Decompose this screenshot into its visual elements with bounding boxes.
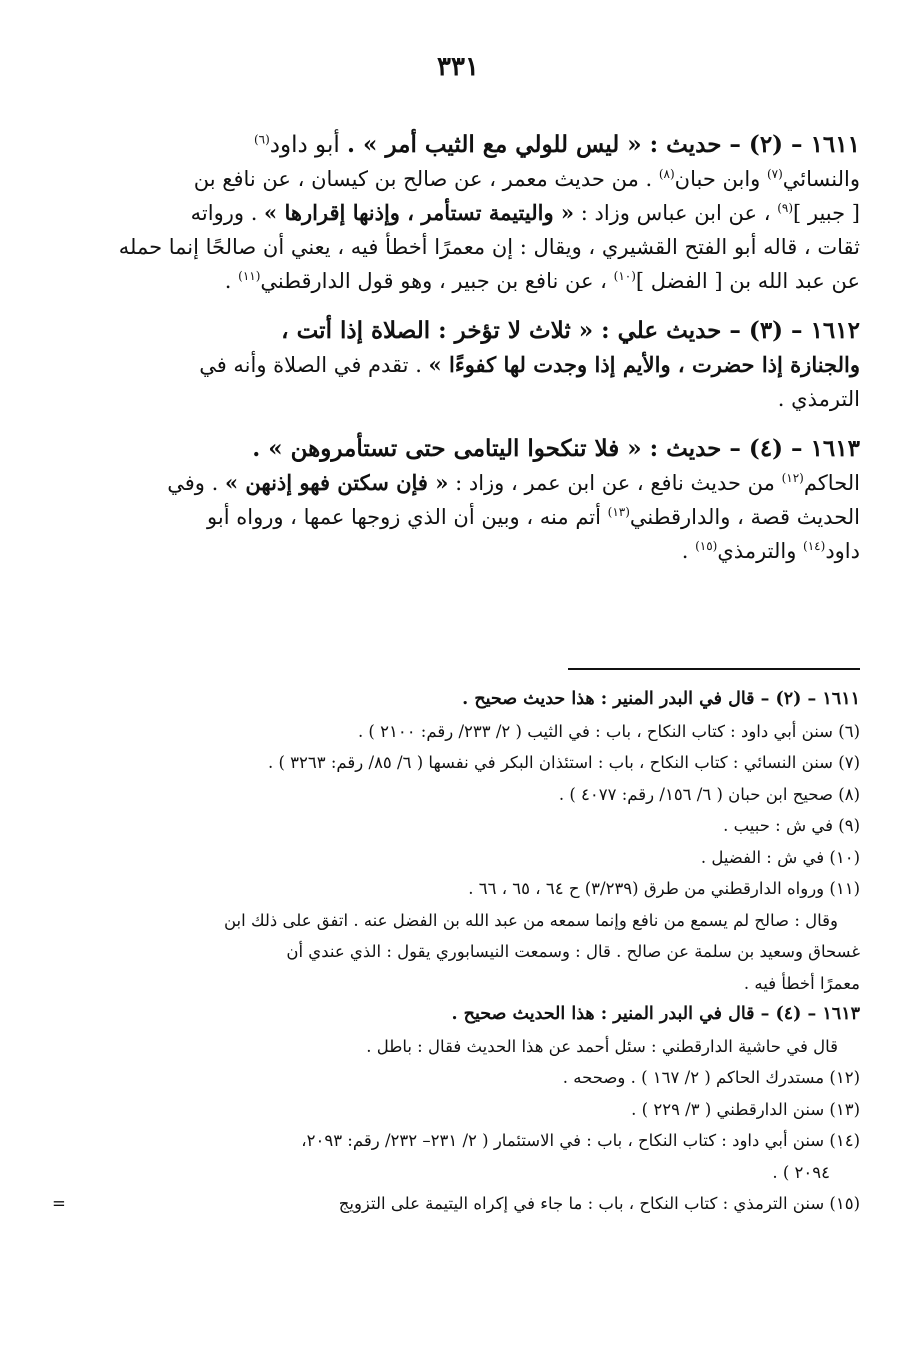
footnote-line: (١٠) في ش : الفضيل . [700, 847, 860, 867]
text-segment: والترمذي [717, 539, 804, 563]
text-segment: . ورواته [190, 201, 265, 225]
text-segment: [ جبير ] [793, 201, 860, 225]
text-line [52, 466, 860, 500]
footnote-text: (١٥) سنن الترمذي : كتاب النكاح ، باب : ما جاء في إكراه اليتيمة على التزويج [338, 1194, 860, 1213]
text-segment: . [681, 539, 696, 563]
text-line [52, 162, 860, 196]
text-segment: عن عبد الله بن [ الفضل ] [635, 269, 860, 293]
text-line [52, 500, 860, 534]
text-line [52, 534, 860, 568]
text-segment: وابن حبان [674, 167, 767, 191]
footnote-separator [568, 668, 860, 670]
hadith-quote: والجنازة إذا حضرت ، والأيم إذا وجدت لها كفوءًا » [428, 352, 860, 377]
footnote-line [52, 1188, 860, 1220]
footnote-ref: (٦) [253, 132, 270, 147]
footnote-line: وقال : صالح لم يسمع من نافع وإنما سمعه من عبد الله بن الفضل عنه . اتفق على ذلك ابن [223, 910, 838, 930]
footnote-ref: (١٠) [613, 269, 636, 283]
hadith-quote: « واليتيمة تستأمر ، وإذنها إقرارها » [264, 200, 575, 225]
text-segment: أتم منه ، وبين أن الذي زوجها عمها ، ورواه أبو [207, 505, 608, 529]
hadith-quote: ١٦١٣ – (٤) – حديث : « فلا تنكحوا اليتامى حتى تستأمروهن » . [252, 435, 860, 462]
footnote-line: (١٣) سنن الدارقطني ( ٣/ ٢٢٩ ) . [631, 1099, 860, 1119]
text-line [52, 128, 860, 162]
page-number: ٣٣١ [437, 52, 479, 82]
footnote-ref: (٧) [766, 167, 783, 181]
text-segment: . تقدم في الصلاة وأنه في [199, 353, 429, 377]
text-segment: ثقات ، قاله أبو الفتح القشيري ، ويقال : إن معمرًا أخطأ فيه ، يعني أن صالحًا إنما حمله [118, 235, 860, 259]
text-line [52, 348, 860, 382]
hadith-entry [52, 314, 860, 416]
footnote-line: غسحاق وسعيد بن سلمة عن صالح . قال : وسمعت النيسابوري يقول : الذي عندي أن [286, 942, 860, 961]
footnote-ref: (١٣) [607, 505, 630, 519]
text-segment: من حديث نافع ، عن ابن عمر ، وزاد : [448, 471, 782, 495]
hadith-quote: ١٦١١ – (٢) – حديث : « ليس للولي مع الثيب أمر » . [347, 131, 860, 158]
footnote-heading: ١٦١١ – (٢) – قال في البدر المنير : هذا حديث صحيح . [462, 689, 860, 709]
footnote-line: قال في حاشية الدارقطني : سئل أحمد عن هذا الحديث فقال : باطل . [366, 1036, 838, 1056]
footnote-line: معمرًا أخطأ فيه . [743, 973, 860, 993]
text-segment: والنسائي [782, 167, 860, 191]
footnote-ref: (١٥) [695, 539, 718, 553]
continuation-mark: = [52, 1194, 66, 1213]
hadith-quote: ١٦١٢ – (٣) – حديث علي : « ثلاث لا تؤخر : الصلاة إذا أتت ، [281, 317, 860, 344]
main-text [52, 128, 860, 584]
text-segment: . [224, 269, 239, 293]
text-line [52, 382, 860, 416]
footnote-ref: (١١) [238, 269, 261, 283]
text-line [52, 432, 860, 466]
footnote-ref: (١٢) [781, 471, 804, 485]
footnote-ref: (٨) [658, 167, 675, 181]
text-segment: الحديث قصة ، والدارقطني [629, 505, 860, 529]
footnote-line: (٨) صحيح ابن حبان ( ٦/ ١٥٦/ رقم: ٤٠٧٧ ) . [558, 784, 860, 804]
text-line [52, 264, 860, 298]
footnote-line: (١٤) سنن أبي داود : كتاب النكاح ، باب : في الاستئمار ( ٢/ ٢٣١– ٢٣٢/ رقم: ٢٠٩٣، [301, 1131, 860, 1150]
text-line [52, 314, 860, 348]
text-segment: داود [825, 539, 860, 563]
footnote-line: (١٢) مستدرك الحاكم ( ٢/ ١٦٧ ) . وصححه . [562, 1068, 860, 1087]
footnote-ref: (١٤) [803, 539, 826, 553]
footnote-line: ٢٠٩٤ ) . [772, 1162, 830, 1182]
text-segment: ، عن ابن عباس وزاد : [574, 201, 778, 225]
footnote-ref: (٩) [777, 201, 794, 215]
footnote-heading: ١٦١٣ – (٤) – قال في البدر المنير : هذا الحديث صحيح . [451, 1004, 860, 1024]
text-segment: ، عن نافع بن جبير ، وهو قول الدارقطني [260, 269, 614, 293]
text-segment: . من حديث معمر ، عن صالح بن كيسان ، عن نافع بن [193, 167, 659, 191]
text-line [52, 196, 860, 230]
text-segment: أبو داود [269, 132, 348, 158]
footnote-line: (٧) سنن النسائي : كتاب النكاح ، باب : استئذان البكر في نفسها ( ٦/ ٨٥/ رقم: ٣٢٦٣ ) . [267, 753, 860, 772]
footnote-line: (١١) ورواه الدارقطني من طرق (٣/٢٣٩) ح ٦٤ ، ٦٥ ، ٦٦ . [468, 879, 860, 898]
footnote-line: (٩) في ش : حبيب . [723, 816, 860, 835]
text-line [52, 230, 860, 264]
footnotes [52, 684, 860, 1220]
text-segment: . وفي [167, 471, 225, 495]
text-segment: الحاكم [803, 471, 860, 495]
hadith-entry [52, 128, 860, 298]
hadith-entry [52, 432, 860, 568]
text-segment: الترمذي . [777, 387, 860, 411]
hadith-quote: « فإن سكتن فهو إذنهن » [224, 470, 449, 495]
footnote-line: (٦) سنن أبي داود : كتاب النكاح ، باب : في الثيب ( ٢/ ٢٣٣/ رقم: ٢١٠٠ ) . [357, 721, 860, 741]
